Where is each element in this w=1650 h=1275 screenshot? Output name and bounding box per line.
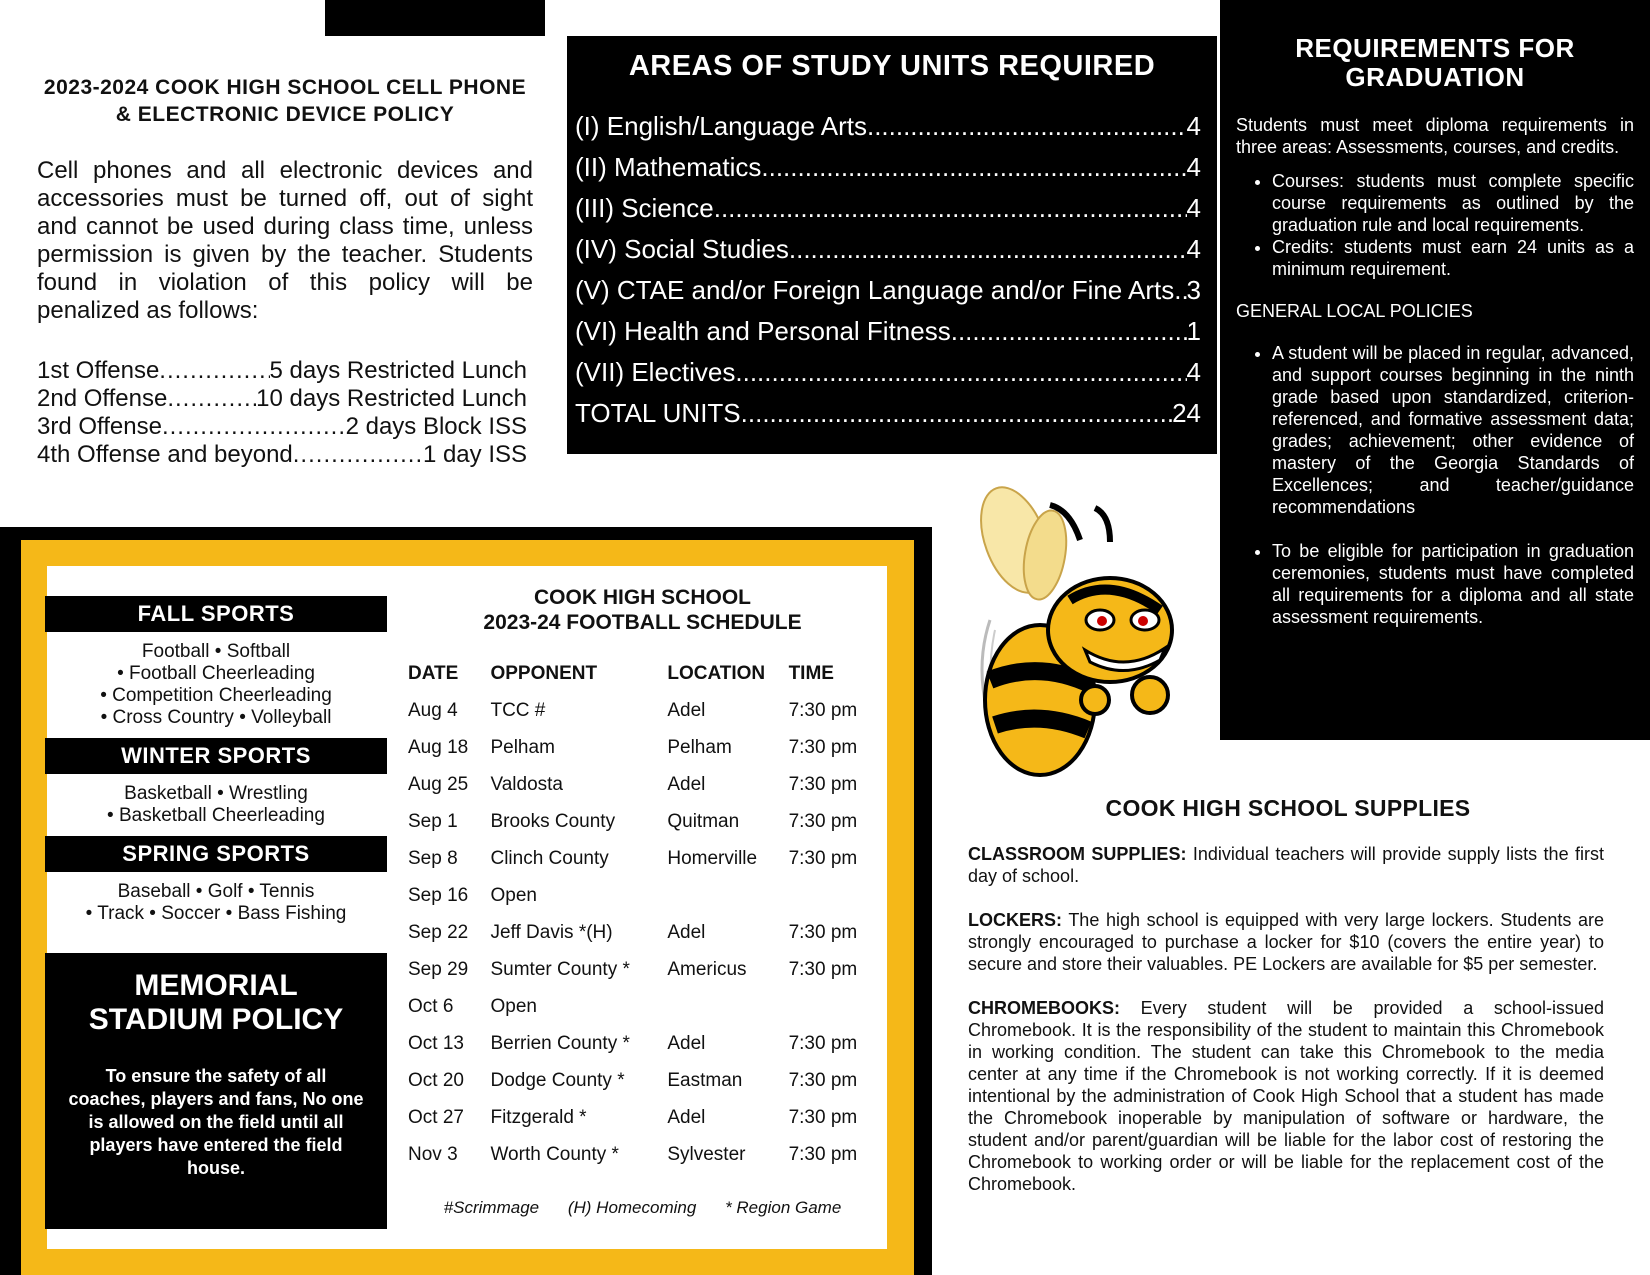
table-cell: Sep 8 (408, 848, 458, 869)
table-cell: 7:30 pm (788, 1033, 858, 1054)
table-cell: Clinch County (490, 848, 609, 869)
local-policies-heading: GENERAL LOCAL POLICIES (1236, 301, 1473, 321)
table-cell: Berrien County * (490, 1033, 630, 1054)
area-row: (IV) Social Studies ..... 4 (575, 229, 1201, 270)
offense-row: 3rd Offense ..... 2 days Block ISS (37, 413, 527, 441)
table-cell: 7:30 pm (788, 848, 858, 869)
table-cell (789, 877, 878, 914)
table-cell: Oct 20 (408, 1070, 464, 1091)
area-row: (I) English/Language Arts ..... 4 (575, 106, 1201, 147)
table-cell (667, 877, 788, 914)
table-cell: Adel (667, 1107, 706, 1128)
table-cell: 7:30 pm (788, 1144, 858, 1165)
table-cell: Adel (667, 1033, 706, 1054)
table-row (408, 1025, 878, 1062)
area-row: (II) Mathematics ..... 4 (575, 147, 1201, 188)
areas-of-study-list (575, 106, 1201, 434)
table-cell: 7:30 pm (788, 737, 858, 758)
top-corner-mask (0, 0, 325, 36)
schedule-title: COOK HIGH SCHOOL 2023-24 FOOTBALL SCHEDULE (483, 586, 802, 634)
table-row (408, 877, 878, 914)
list-item: • Credits: students must earn 24 units as a minimum requirement. (1272, 236, 1634, 280)
table-row (408, 914, 878, 951)
table-row (408, 988, 878, 1025)
table-cell: 7:30 pm (788, 700, 858, 721)
graduation-requirements-title: REQUIREMENTS FOR GRADUATION (1295, 33, 1575, 92)
table-cell: Open (490, 885, 537, 906)
table-cell: Fitzgerald * (490, 1107, 587, 1128)
list-item: • Courses: students must complete specific course requirements as outlined by the graduation rule and local requirements. (1272, 170, 1634, 236)
table-cell: Adel (667, 774, 706, 795)
top-black-strip (325, 0, 545, 36)
table-header: DATE OPPONENT LOCATION TIME (408, 663, 834, 684)
area-row: (VII) Electives ..... 4 (575, 352, 1201, 393)
table-cell: Americus (667, 959, 747, 980)
list-item: • To be eligible for participation in graduation ceremonies, students must have completed all requirements for a diploma and all state assessment requirements. (1272, 540, 1634, 628)
table-cell: Oct 13 (408, 1033, 464, 1054)
area-row: (V) CTAE and/or Foreign Language and/or Fine Arts ..... 3 (575, 270, 1201, 311)
table-cell: Open (490, 996, 537, 1017)
table-cell: Oct 27 (408, 1107, 464, 1128)
area-row-total: TOTAL UNITS ..... 24 (575, 393, 1201, 434)
table-cell: Sep 29 (408, 959, 469, 980)
requirements-intro: Students must meet diploma requirements in three areas: Assessments, courses, and credits. (1236, 115, 1634, 157)
table-cell: Brooks County (490, 811, 616, 832)
table-cell: 7:30 pm (788, 774, 858, 795)
local-policies-list (1236, 342, 1634, 628)
table-cell: Pelham (490, 737, 555, 758)
table-cell: Sep 1 (408, 811, 458, 832)
spring-sports-heading: SPRING SPORTS (45, 836, 387, 872)
winter-sports-heading: WINTER SPORTS (45, 738, 387, 774)
fall-sports-heading: FALL SPORTS (45, 596, 387, 632)
schedule-legend: #Scrimmage (H) Homecoming * Region Game (443, 1198, 842, 1217)
table-cell: Aug 25 (408, 774, 469, 795)
table-row (408, 840, 878, 877)
table-cell: 7:30 pm (788, 959, 858, 980)
table-cell: Sep 16 (408, 885, 469, 906)
phone-policy-body: Cell phones and all electronic devices and accessories must be turned off, out of sight and cannot be used during class time, unless permission is given by the teacher. Students found in violation of this policy will be penalized as follows: (37, 157, 533, 324)
table-row (408, 1099, 878, 1136)
table-cell: Homerville (667, 848, 758, 869)
table-cell: Pelham (667, 737, 732, 758)
table-cell: 7:30 pm (788, 1070, 858, 1091)
table-cell: Adel (667, 922, 706, 943)
table-cell: Worth County * (490, 1144, 619, 1165)
table-cell (667, 988, 788, 1025)
table-cell: Eastman (667, 1070, 743, 1091)
table-row (408, 951, 878, 988)
stadium-policy-box (45, 953, 387, 1229)
areas-of-study-panel (567, 36, 1217, 454)
area-row: (VI) Health and Personal Fitness ..... 1 (575, 311, 1201, 352)
table-row (408, 766, 878, 803)
offense-row: 2nd Offense ..... 10 days Restricted Lunch (37, 385, 527, 413)
offense-row: 1st Offense ..... 5 days Restricted Lunch (37, 357, 527, 385)
table-cell: Aug 18 (408, 737, 469, 758)
table-cell: Nov 3 (408, 1144, 458, 1165)
table-row (408, 803, 878, 840)
table-row (408, 729, 878, 766)
lockers-paragraph: LOCKERS: The high school is equipped with very large lockers. Students are strongly encouraged to purchase a locker for $10 (covers the entire year) to secure and store their valuables. PE Lockers are available for $5 per semester. (968, 910, 1604, 974)
table-row (408, 1062, 878, 1099)
table-cell: Quitman (667, 811, 740, 832)
graduation-requirements-body (1236, 114, 1634, 628)
offense-list (37, 357, 527, 469)
table-row (408, 1136, 878, 1173)
table-cell: Valdosta (490, 774, 563, 795)
winter-sports-list: Basketball • Wrestling • Basketball Cheerleading (107, 783, 325, 826)
table-cell: 7:30 pm (788, 1107, 858, 1128)
stadium-policy-body: To ensure the safety of all coaches, players and fans, No one is allowed on the field until all players have entered the field house. (68, 1066, 364, 1178)
supplies-body (968, 843, 1604, 1217)
table-cell: Jeff Davis *(H) (490, 922, 613, 943)
table-cell: Sylvester (667, 1144, 746, 1165)
football-schedule-table (408, 655, 878, 1173)
chromebooks-paragraph: CHROMEBOOKS: Every student will be provided a school-issued Chromebook. It is the responsibility of the student to maintain this Chromebook in working condition. The student can take this Chromebook to the media center at any time if the Chromebook is not working correctly. If it is deemed intentional by the administration of Cook High School that a student has made the Chromebook inoperable by manipulation of software or hardware, the student and/or parent/guardian will be liable for the labor cost of restoring the Chromebook to working order or will be liable for the replacement cost of the Chromebook. (968, 998, 1604, 1194)
table-cell: Dodge County * (490, 1070, 625, 1091)
table-cell: Sumter County * (490, 959, 630, 980)
table-cell: Oct 6 (408, 996, 454, 1017)
table-cell (789, 988, 878, 1025)
phone-policy-title: 2023-2024 COOK HIGH SCHOOL CELL PHONE & ELECTRONIC DEVICE POLICY (43, 76, 527, 126)
table-cell: TCC # (490, 700, 546, 721)
supplies-title: COOK HIGH SCHOOL SUPPLIES (1105, 795, 1471, 821)
table-cell: Aug 4 (408, 700, 458, 721)
classroom-supplies-paragraph: CLASSROOM SUPPLIES: Individual teachers will provide supply lists the first day of school. (968, 844, 1604, 886)
fall-sports-list: Football • Softball • Football Cheerleading • Competition Cheerleading • Cross Country • Volleyball (100, 641, 332, 728)
stadium-policy-title: MEMORIAL STADIUM POLICY (88, 969, 344, 1036)
areas-of-study-title: AREAS OF STUDY UNITS REQUIRED (628, 50, 1156, 82)
table-cell: 7:30 pm (788, 811, 858, 832)
requirements-bullets (1236, 170, 1634, 280)
table-cell: Sep 22 (408, 922, 469, 943)
offense-row: 4th Offense and beyond ..... 1 day ISS (37, 441, 527, 469)
table-cell: Adel (667, 700, 706, 721)
spring-sports-list: Baseball • Golf • Tennis • Track • Soccer • Bass Fishing (85, 881, 347, 924)
table-row (408, 692, 878, 729)
graduation-requirements-panel (1220, 0, 1650, 740)
area-row: (III) Science ..... 4 (575, 188, 1201, 229)
list-item: • A student will be placed in regular, advanced, and support courses beginning in the ninth grade based upon standardized, criterion-referenced, and formative assessment data; grades; achievement; other evidence of mastery of the Georgia Standards of Excellences; and teacher/guidance recommendations (1272, 342, 1634, 518)
hornet-mascot-icon (960, 480, 1210, 780)
table-cell: 7:30 pm (788, 922, 858, 943)
